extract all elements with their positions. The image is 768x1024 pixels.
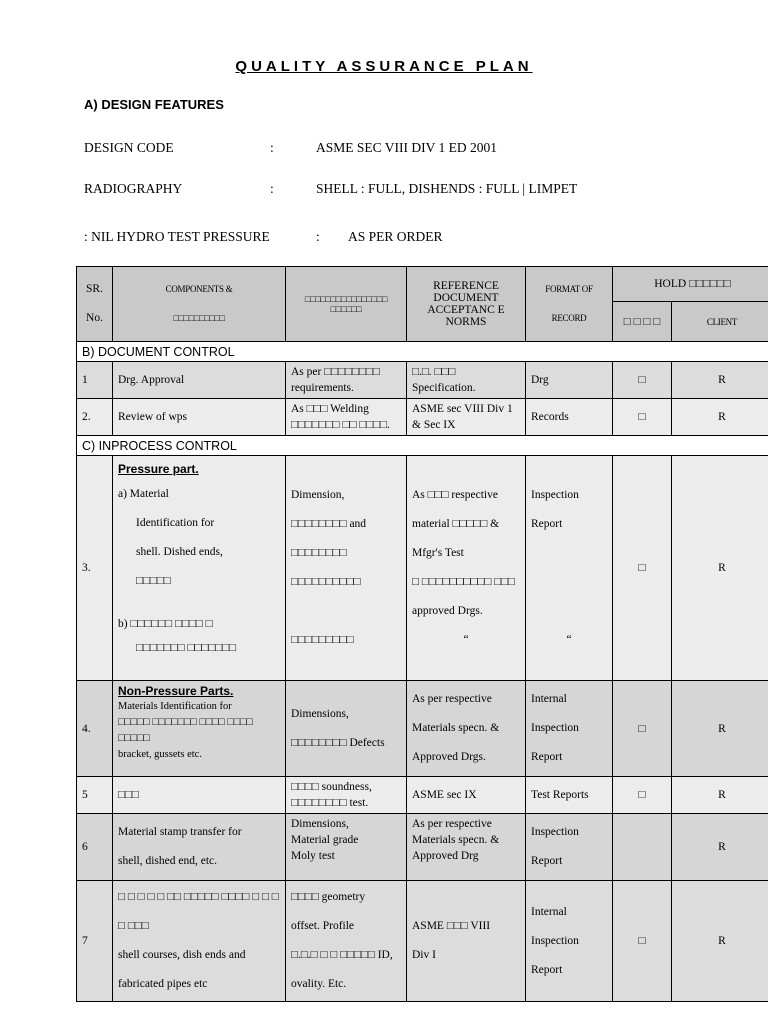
reference-line: As per respective <box>412 693 492 705</box>
client-cell: R <box>672 456 768 681</box>
component-line: Identification for <box>136 517 215 529</box>
format-cell: Records <box>526 399 613 436</box>
format-line: Inspection <box>531 826 579 838</box>
client-cell: R <box>672 362 768 399</box>
reference-line: “ <box>463 634 469 646</box>
characteristic-line: Dimensions, <box>291 707 349 720</box>
design-code-label: DESIGN CODE <box>84 140 174 155</box>
format-cell <box>526 814 613 881</box>
component-line: □□□□□□□ □□□□□□□ <box>136 642 237 654</box>
sr-cell: 7 <box>77 881 113 1002</box>
table-row <box>77 399 768 436</box>
characteristic-cell <box>286 681 407 777</box>
format-cell <box>526 456 613 681</box>
hold-cell: □ <box>613 456 672 681</box>
header-components <box>113 267 286 342</box>
table-row <box>77 456 768 681</box>
header-components-label: COMPONENTS & <box>165 284 233 294</box>
radiography-colon: : <box>270 181 274 196</box>
document-title: QUALITY ASSURANCE PLAN <box>235 58 533 75</box>
design-code-value: ASME SEC VIII DIV 1 ED 2001 <box>316 140 498 155</box>
format-line: Internal <box>531 905 567 918</box>
characteristic-cell <box>286 881 407 1002</box>
header-sr <box>77 267 113 342</box>
hold-cell <box>613 814 672 881</box>
reference-line: Div I <box>412 949 436 961</box>
sr-cell: 5 <box>77 777 113 814</box>
component-cell <box>113 814 286 881</box>
non-pressure-title: Non-Pressure Parts. <box>118 684 234 698</box>
format-line <box>531 568 607 597</box>
component-cell <box>113 456 286 681</box>
characteristic-line: □□□□□□□□□ <box>291 634 354 646</box>
reference-line: Materials specn. & <box>412 834 500 846</box>
reference-cell: ASME sec IX <box>407 777 526 814</box>
component-cell: □□□ <box>113 777 286 814</box>
section-b-heading: B) DOCUMENT CONTROL <box>77 342 768 362</box>
header-hold: HOLD □□□□□□ <box>613 267 768 302</box>
reference-line: material □□□□□ & <box>412 518 500 530</box>
sr-cell: 2. <box>77 399 113 436</box>
radiography-label: RADIOGRAPHY <box>84 181 183 196</box>
characteristic-line: As □□□ Welding <box>291 403 369 415</box>
reference-cell <box>407 681 526 777</box>
reference-line: □ □□□□□□□□□□ □□□ <box>412 576 515 588</box>
client-cell: R <box>672 814 768 881</box>
section-c-row <box>77 436 768 456</box>
characteristic-line: □□□□ soundness, <box>291 781 372 793</box>
format-line: Inspection <box>531 934 579 947</box>
reference-line: approved Drgs. <box>412 605 483 617</box>
format-line <box>531 597 607 626</box>
hydro-test-value: AS PER ORDER <box>348 229 443 244</box>
sr-cell: 4. <box>77 681 113 777</box>
characteristic-line: □□□□ geometry <box>291 891 366 903</box>
format-line: Inspection <box>531 722 579 734</box>
characteristic-line: □.□.□ □ □ □□□□□ ID, <box>291 949 393 961</box>
component-cell: Drg. Approval <box>113 362 286 399</box>
hold-cell: □ <box>613 881 672 1002</box>
header-reference: REFERENCE DOCUMENT ACCEPTANC E NORMS <box>407 267 526 342</box>
component-line: shell, dished end, etc. <box>118 855 218 867</box>
table-row <box>77 777 768 814</box>
component-line: Materials Identification for <box>118 701 232 712</box>
characteristic-cell <box>286 456 407 681</box>
component-line: b) □□□□□□ □□□□ □ <box>118 618 213 630</box>
component-cell: Review of wps <box>113 399 286 436</box>
radiography-value: SHELL : FULL, DISHENDS : FULL | LIMPET <box>316 181 578 196</box>
qap-table <box>76 266 768 1002</box>
characteristic-line: □□□□□□□ □□ □□□□. <box>291 419 390 431</box>
component-line: □□□□□ <box>136 575 171 587</box>
component-line: □ □ □ □ □ □□ □□□□□ □□□□ □ □ □ □ □□□ <box>118 891 279 932</box>
component-line: fabricated pipes etc <box>118 978 208 990</box>
sr-cell: 1 <box>77 362 113 399</box>
format-line: Report <box>531 855 563 867</box>
characteristic-line: Dimensions, <box>291 818 349 830</box>
characteristic-line: requirements. <box>291 382 354 394</box>
format-cell <box>526 881 613 1002</box>
sr-cell: 3. <box>77 456 113 681</box>
characteristic-cell <box>286 777 407 814</box>
sr-cell: 6 <box>77 814 113 881</box>
table-row <box>77 362 768 399</box>
reference-line: & Sec IX <box>412 419 456 431</box>
client-cell: R <box>672 881 768 1002</box>
header-format-label: FORMAT OF <box>545 284 593 294</box>
characteristic-line: Moly test <box>291 850 335 862</box>
characteristic-line: ovality. Etc. <box>291 978 347 990</box>
component-line: bracket, gussets etc. <box>118 749 202 760</box>
header-components-label-2: □□□□□□□□□□ <box>173 313 225 323</box>
format-line <box>531 539 607 568</box>
component-line: a) Material <box>118 488 169 500</box>
format-line: Report <box>531 963 563 976</box>
characteristic-line <box>291 597 401 626</box>
reference-line: As □□□ respective <box>412 489 498 501</box>
reference-cell <box>407 814 526 881</box>
reference-cell <box>407 881 526 1002</box>
table-header-row <box>77 267 768 302</box>
reference-line: Mfgr's Test <box>412 547 464 559</box>
component-line: shell. Dished ends, <box>136 546 223 558</box>
reference-line: □.□. □□□ <box>412 366 456 378</box>
header-no-label: No. <box>86 312 103 324</box>
hold-cell: □ <box>613 399 672 436</box>
characteristic-cell <box>286 362 407 399</box>
reference-cell <box>407 362 526 399</box>
component-line: shell courses, dish ends and <box>118 949 246 961</box>
header-format <box>526 267 613 342</box>
client-cell: R <box>672 777 768 814</box>
component-line: Material stamp transfer for <box>118 826 242 838</box>
format-line: Internal <box>531 693 567 705</box>
characteristic-line: offset. Profile <box>291 920 355 932</box>
characteristic-line: □□□□□□□□ and <box>291 518 367 530</box>
header-characteristics: □□□□□□□□□□□□□□□□ □□□□□□ <box>286 267 407 342</box>
header-hold-sub: □ □ □ □ <box>613 302 672 342</box>
hydro-test-row <box>84 229 443 245</box>
reference-line: Specification. <box>412 382 476 394</box>
client-cell: R <box>672 681 768 777</box>
characteristic-cell <box>286 814 407 881</box>
reference-line: As per respective <box>412 818 492 830</box>
reference-line: Materials specn. & <box>412 722 500 734</box>
table-row <box>77 681 768 777</box>
characteristic-cell <box>286 399 407 436</box>
characteristic-line: As per □□□□□□□□ <box>291 366 380 378</box>
hold-cell: □ <box>613 777 672 814</box>
header-sr-label: SR. <box>86 283 103 295</box>
reference-line: Approved Drgs. <box>412 751 486 763</box>
design-code-colon: : <box>270 140 274 155</box>
component-cell <box>113 681 286 777</box>
reference-line: Approved Drg <box>412 850 479 862</box>
hold-cell: □ <box>613 362 672 399</box>
section-c-heading: C) INPROCESS CONTROL <box>77 436 768 456</box>
reference-line: ASME sec VIII Div 1 <box>412 403 513 415</box>
component-line: □□□□□ □□□□□□□ □□□□ □□□□ □□□□□ <box>118 717 253 744</box>
characteristic-line: Dimension, <box>291 489 345 501</box>
characteristic-line: Material grade <box>291 834 359 846</box>
header-record-label: RECORD <box>551 313 587 323</box>
component-cell <box>113 881 286 1002</box>
characteristic-line: □□□□□□□□ test. <box>291 797 369 809</box>
client-cell: R <box>672 399 768 436</box>
section-b-row <box>77 342 768 362</box>
hold-cell: □ <box>613 681 672 777</box>
reference-line: ASME □□□ VIII <box>412 920 491 932</box>
format-line: “ <box>566 634 572 646</box>
format-cell: Drg <box>526 362 613 399</box>
format-line: Report <box>531 751 563 763</box>
table-row <box>77 881 768 1002</box>
characteristic-line: □□□□□□□□□□ <box>291 576 361 588</box>
format-line: Inspection <box>531 489 579 501</box>
format-line: Report <box>531 518 563 530</box>
reference-cell <box>407 399 526 436</box>
reference-cell <box>407 456 526 681</box>
hydro-test-colon: : <box>316 229 320 244</box>
characteristic-line: □□□□□□□□ <box>291 547 347 559</box>
hydro-test-label: : NIL HYDRO TEST PRESSURE <box>84 229 270 244</box>
header-client: CLIENT <box>672 302 768 342</box>
pressure-part-title: Pressure part. <box>118 462 199 476</box>
table-row <box>77 814 768 881</box>
section-a-heading: A) DESIGN FEATURES <box>84 97 224 112</box>
characteristic-line: □□□□□□□□ Defects <box>291 736 385 749</box>
format-cell <box>526 681 613 777</box>
format-cell: Test Reports <box>526 777 613 814</box>
